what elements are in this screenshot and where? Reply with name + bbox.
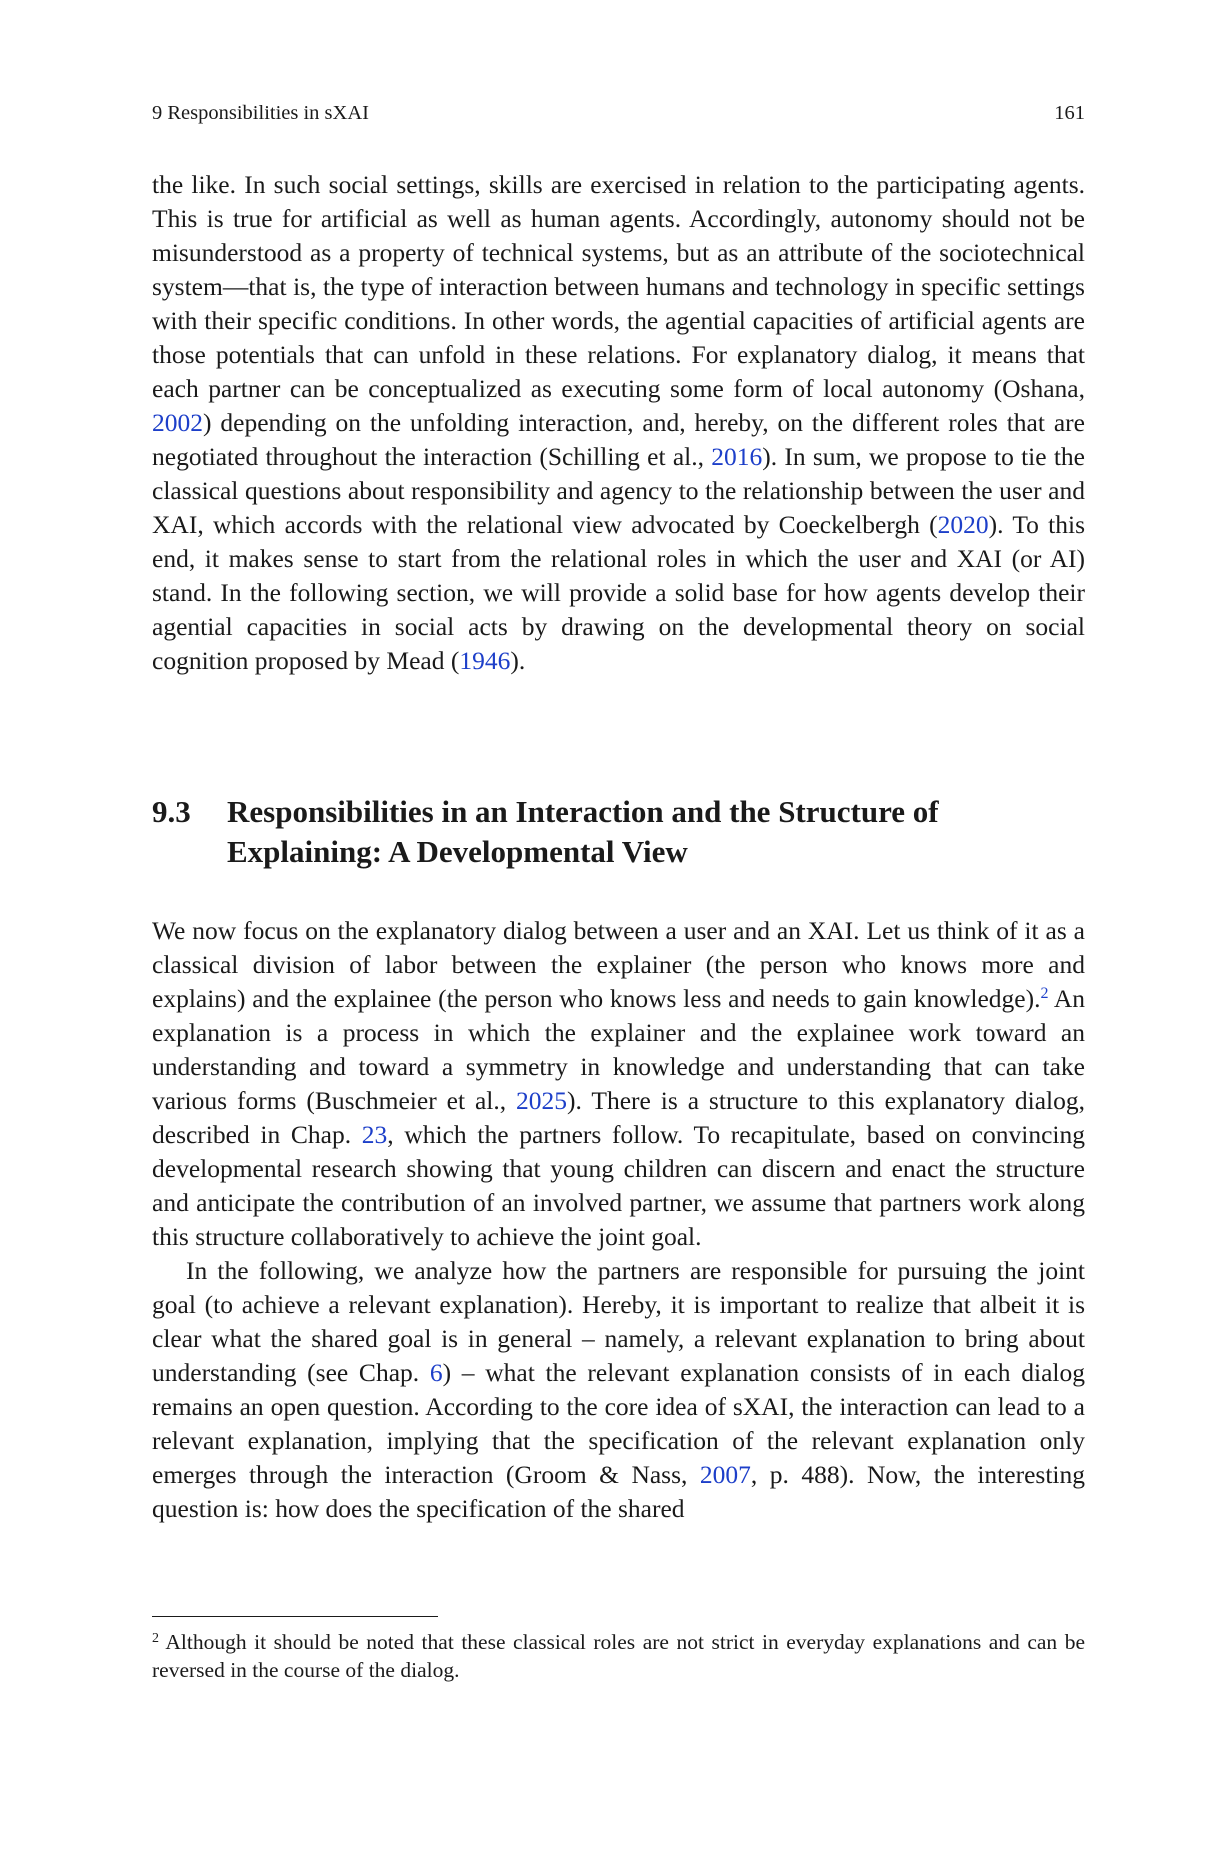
section-title: Responsibilities in an Interaction and the Structure of Explaining: A Developmental View: [227, 794, 939, 869]
citation-link-coeckelbergh-2020[interactable]: 2020: [937, 510, 989, 539]
paragraph-2: [152, 914, 1085, 1254]
paragraph-1: [152, 168, 1085, 678]
section-number: 9.3: [152, 794, 191, 829]
para1-text-2: ) depending on the unfolding interaction, and, hereby, on the different roles that are negotiated throughout the interaction (Schilling et al.,: [152, 408, 1085, 471]
running-head-chapter: 9 Responsibilities in sXAI: [152, 102, 369, 124]
para2-text-4: , which the partners follow. To recapitulate, based on convincing developmental research showing that young children can discern and enact the structure and anticipate the contribution of an involved partner, we assume that partners work along this structure collaboratively to achieve the joint goal.: [152, 1120, 1085, 1251]
paragraph-3: [152, 1254, 1085, 1526]
para3-text-1: In the following, we analyze how the partners are responsible for pursuing the joint goal (to achieve a relevant explanation). Hereby, it is important to realize that albeit it is clear what the shared goal is in general – namely, a relevant explanation to bring about understanding (see Chap.: [152, 1256, 1085, 1387]
footnote-text: Although it should be noted that these classical roles are not strict in everyday explanations and can be reversed in the course of the dialog.: [152, 1630, 1085, 1682]
citation-link-buschmeier-2025[interactable]: 2025: [516, 1086, 568, 1115]
para2-text-1: We now focus on the explanatory dialog between a user and an XAI. Let us think of it as a classical division of labor between the explainer (the person who knows more and explains) and the explainee (the person who knows less and needs to gain knowledge).: [152, 916, 1085, 1013]
section-heading: [152, 792, 1085, 872]
citation-link-oshana-2002[interactable]: 2002: [152, 408, 203, 437]
chapter-link-23[interactable]: 23: [361, 1120, 388, 1149]
body-text-bottom: [152, 914, 1085, 1526]
para3-text-2: ) – what the relevant explanation consists of in each dialog remains an open question. According to the core idea of sXAI, the interaction can lead to a relevant explanation, implying that the specification of the relevant explanation only emerges through the interaction (Groom & Nass,: [152, 1358, 1085, 1489]
para3-text-3: , p. 488). Now, the interesting question is: how does the specification of the shared: [152, 1460, 1085, 1523]
footnote-ref-2[interactable]: 2: [1040, 985, 1049, 1002]
para1-text-4: ). To this end, it makes sense to start from the relational roles in which the user and XAI (or AI) stand. In the following section, we will provide a solid base for how agents develop their agential capacities in social acts by drawing on the developmental theory on social cognition proposed by Mead (: [152, 510, 1085, 675]
running-head: [152, 98, 1085, 128]
para1-text-5: ).: [510, 646, 526, 675]
para2-text-3: ). There is a structure to this explanatory dialog, described in Chap.: [152, 1086, 1086, 1149]
page-number: 161: [1054, 102, 1085, 124]
footnote-2: [152, 1628, 1085, 1684]
footnote-divider: [152, 1616, 438, 1617]
para2-text-2: An explanation is a process in which the explainer and the explainee work toward an understanding and toward a symmetry in knowledge and understanding that can take various forms (Buschmeier et al.,: [152, 984, 1085, 1115]
chapter-link-6[interactable]: 6: [429, 1358, 443, 1387]
para1-text-3: ). In sum, we propose to tie the classical questions about responsibility and agency to the relationship between the user and XAI, which accords with the relational view advocated by Coeckelbergh (: [152, 442, 1085, 539]
citation-link-schilling-2016[interactable]: 2016: [711, 442, 763, 471]
body-text-top: [152, 168, 1085, 678]
footnote-marker: 2: [152, 1631, 159, 1646]
citation-link-groom-nass-2007[interactable]: 2007: [699, 1460, 751, 1489]
citation-link-mead-1946[interactable]: 1946: [459, 646, 511, 675]
para1-text-1: the like. In such social settings, skills are exercised in relation to the participating agents. This is true for artificial as well as human agents. Accordingly, autonomy should not be misunderstood as a property of technical systems, but as an attribute of the sociotechnical system—that is, the type of interaction between humans and technology in specific settings with their specific conditions. In other words, the agential capacities of artificial agents are those potentials that can unfold in these relations. For explanatory dialog, it means that each partner can be conceptualized as executing some form of local autonomy (Oshana,: [152, 170, 1085, 403]
